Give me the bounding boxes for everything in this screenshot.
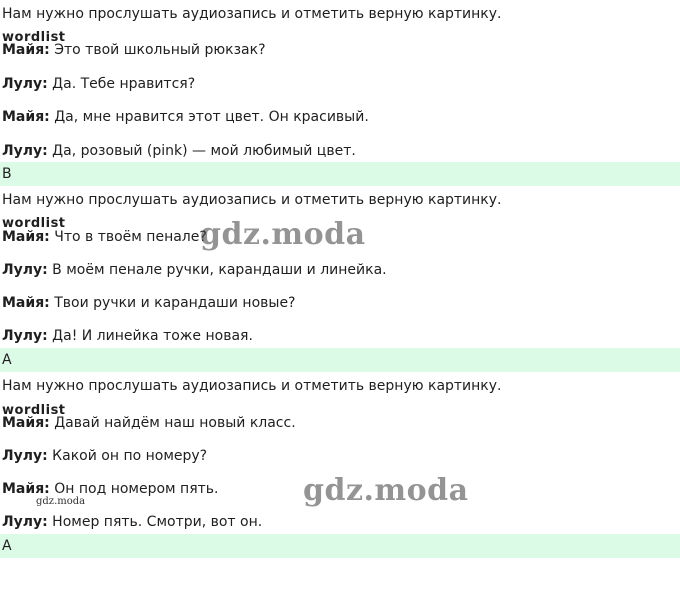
answer-bar (0, 534, 680, 558)
dialogue-text: Это твой школьный рюкзак? (49, 42, 266, 58)
dialogue-speaker: Лулу: (2, 328, 48, 344)
dialogue-line (2, 414, 296, 432)
dialogue-speaker: Майя: (2, 229, 50, 245)
dialogue-speaker: Лулу: (2, 262, 48, 278)
dialogue-text: Да! И линейка тоже новая. (47, 328, 253, 344)
answer-text: B (2, 166, 12, 182)
dialogue-text: Да, мне нравится этот цвет. Он красивый. (49, 109, 369, 125)
watermark-logo: gdz.moda (303, 473, 469, 508)
dialogue-text: Твои ручки и карандаши новые? (49, 295, 296, 311)
watermark-logo: gdz.moda (200, 217, 366, 252)
dialogue-speaker: Майя: (2, 415, 50, 431)
dialogue-line (2, 480, 219, 498)
dialogue-speaker: Майя: (2, 42, 50, 58)
answer-text: A (2, 352, 12, 368)
task-clipped-word: wordlist (2, 403, 66, 418)
dialogue-text: Какой он по номеру? (47, 448, 208, 464)
dialogue-speaker: Майя: (2, 481, 50, 497)
task-intro: Нам нужно прослушать аудиозапись и отметить верную картинку. (2, 6, 502, 22)
dialogue-line (2, 513, 262, 531)
dialogue-text: В моём пенале ручки, карандаши и линейка. (47, 262, 387, 278)
task-intro: Нам нужно прослушать аудиозапись и отметить верную картинку. (2, 378, 502, 394)
watermark-small-logo: gdz.moda (36, 496, 86, 507)
dialogue-text: Номер пять. Смотри, вот он. (47, 514, 263, 530)
task-clipped-word: wordlist (2, 216, 66, 231)
task-clipped-word: wordlist (2, 30, 66, 45)
dialogue-text: Что в твоём пенале? (49, 229, 207, 245)
dialogue-speaker: Лулу: (2, 143, 48, 159)
task-intro: Нам нужно прослушать аудиозапись и отметить верную картинку. (2, 192, 502, 208)
dialogue-speaker: Лулу: (2, 448, 48, 464)
dialogue-speaker: Лулу: (2, 76, 48, 92)
dialogue-speaker: Майя: (2, 295, 50, 311)
dialogue-text: Он под номером пять. (49, 481, 219, 497)
dialogue-text: Давай найдём наш новый класс. (49, 415, 296, 431)
dialogue-line (2, 447, 207, 465)
dialogue-text: Да, розовый (pink) — мой любимый цвет. (47, 143, 356, 159)
dialogue-text: Да. Тебе нравится? (47, 76, 196, 92)
dialogue-speaker: Майя: (2, 109, 50, 125)
dialogue-speaker: Лулу: (2, 514, 48, 530)
answer-text: A (2, 538, 12, 554)
